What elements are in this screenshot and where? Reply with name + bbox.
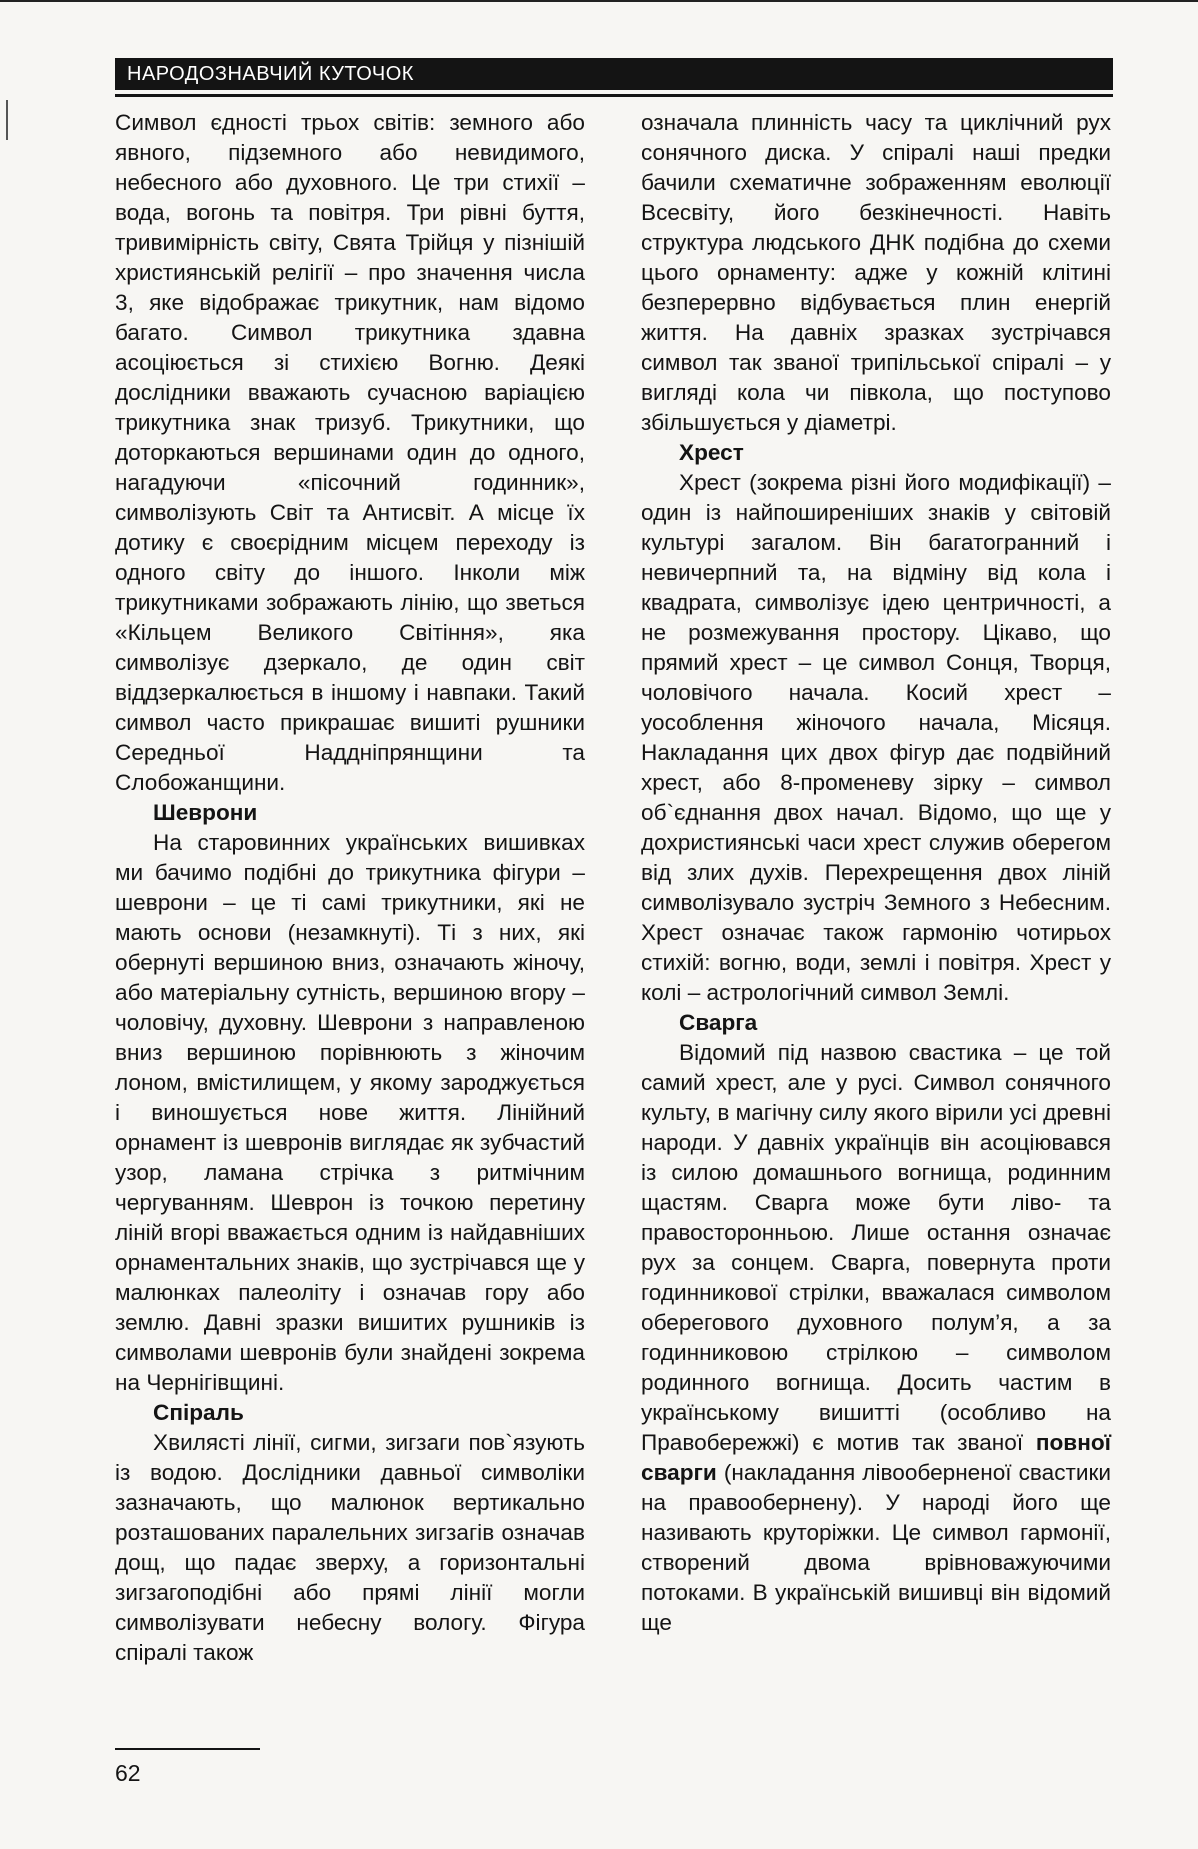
svarga-heading: Сварга	[679, 1010, 758, 1035]
svarga-bold-term: повної сварги	[641, 1430, 1111, 1485]
svarga-text-before: Відомий під назвою свастика – це той самий хрест, але у русі. Символ сонячного культу, в магічну силу якого вірили усі древні народи. У давніх українців він асоціювався із силою домашнього вогнища, родинним щастям. Сварга може бути ліво- та правосторонньою. Лише остання означає рух за сонцем. Сварга, повернута проти годинникової стрілки, вважалася символом оберегового духовного полум’я, а за годинниковою стрілкою – символом родинного вогнища. Досить частим в українському вишитті (особливо на Правобережжі) є мотив так званої	[641, 1040, 1111, 1455]
footer-rule	[115, 1748, 260, 1750]
section-header	[115, 58, 1113, 90]
cross-paragraph: Хрест (зокрема різні його модифікації) – один із найпоширеніших знаків у світовій культурі загалом. Він багатогранний і невичерпний та, на відміну від кола і квадрата, символізує ідею центричності, а не розмежування простору. Цікаво, що прямий хрест – це символ Сонця, Творця, чоловічого начала. Косий хрест – уособлення жіночого начала, Місяця. Накладання цих двох фігур дає подвійний хрест, або 8-променеву зірку – символ об`єднання двох начал. Відомо, що ще у дохристиянські часи хрест служив оберегом від злих духів. Перехрещення двох ліній символізувало зустріч Земного з Небесним. Хрест означає також гармонію чотирьох стихій: вогню, води, землі і повітря. Хрест у колі – астрологічний символ Землі.	[641, 470, 1111, 1005]
chevrons-paragraph: На старовинних українських вишивках ми бачимо подібні до трикутника фігури – шеврони – це ті самі трикутники, які не мають основи (незамкнуті). Ті з них, які обернуті вершиною вниз, означають жіночу, або матеріальну сутність, вершиною вгору – чоловічу, духовну. Шеврони з направленою вниз вершиною порівнюють з жіночим лоном, вмістилищем, у якому зароджується і виношується нове життя. Лінійний орнамент із шевронів виглядає як зубчастий узор, ламана стрічка з ритмічним чергуванням. Шеврон із точкою перетину ліній вгорі вважається одним із найдавніших орнаментальних знаків, що зустрічався ще у малюнках палеоліту і означав гору або землю. Давні зразки вишитих рушників із символами шевронів були знайдені зокрема на Чернігівщині.	[115, 830, 585, 1395]
spiral-heading: Спіраль	[153, 1400, 244, 1425]
page-number: 62	[115, 1760, 141, 1786]
left-column	[115, 108, 585, 1668]
spiral-paragraph: Хвилясті лінії, сигми, зигзаги пов`язують із водою. Дослідники давньої символіки зазначають, що малюнок вертикально розташованих паралельних зигзагів означав дощ, що падає зверху, а горизонтальні зигзагоподібні або прямі лінії могли символізувати небесну вологу. Фігура спіралі також	[115, 1430, 585, 1665]
chevrons-heading: Шеврони	[153, 800, 258, 825]
header-rule	[115, 94, 1113, 97]
svarga-text-after: (накладання лівооберненої свастики на правообернену). У народі його ще називають круторіжки. Це символ гармонії, створений двома врівноважуючими потоками. В українській вишивці він відомий ще	[641, 1460, 1111, 1635]
right-column	[641, 108, 1111, 1638]
left-margin-mark	[6, 100, 8, 140]
spiral-continuation-paragraph: означала плинність часу та циклічний рух сонячного диска. У спіралі наші предки бачили схематичне зображенням еволюції Всесвіту, його безкінечності. Навіть структура людського ДНК подібна до схеми цього орнаменту: адже у кожній клітині безперервно відбувається плин енергій життя. На давніх зразках зустрічався символ так званої трипільської спіралі – у вигляді кола чи півкола, що поступово збільшується у діаметрі.	[641, 110, 1111, 435]
intro-paragraph: Символ єдності трьох світів: земного або явного, підземного або невидимого, небесного або духовного. Це три стихії – вода, вогонь та повітря. Три рівні буття, тривимірність світу, Свята Трійця у пізнішій християнській релігії – про значення числа 3, яке відображає трикутник, нам відомо багато. Символ трикутника здавна асоціюється зі стихією Вогню. Деякі дослідники вважають сучасною варіацією трикутника знак тризуб. Трикутники, що доторкаються вершинами один до одного, нагадуючи «пісочний годинник», символізують Світ та Антисвіт. А місце їх дотику є своєрідним місцем переходу із одного світу до іншого. Інколи між трикутниками зображають лінію, що зветься «Кільцем Великого Світіння», яка символізує дзеркало, де один світ віддзеркалюється в іншому і навпаки. Такий символ часто прикрашає вишиті рушники Середньої Наддніпрянщини та Слобожанщини.	[115, 110, 585, 795]
cross-heading: Хрест	[679, 440, 744, 465]
top-page-rule	[0, 0, 1198, 2]
section-title: НАРОДОЗНАВЧИЙ КУТОЧОК	[127, 63, 414, 85]
svarga-paragraph	[641, 1038, 1111, 1638]
